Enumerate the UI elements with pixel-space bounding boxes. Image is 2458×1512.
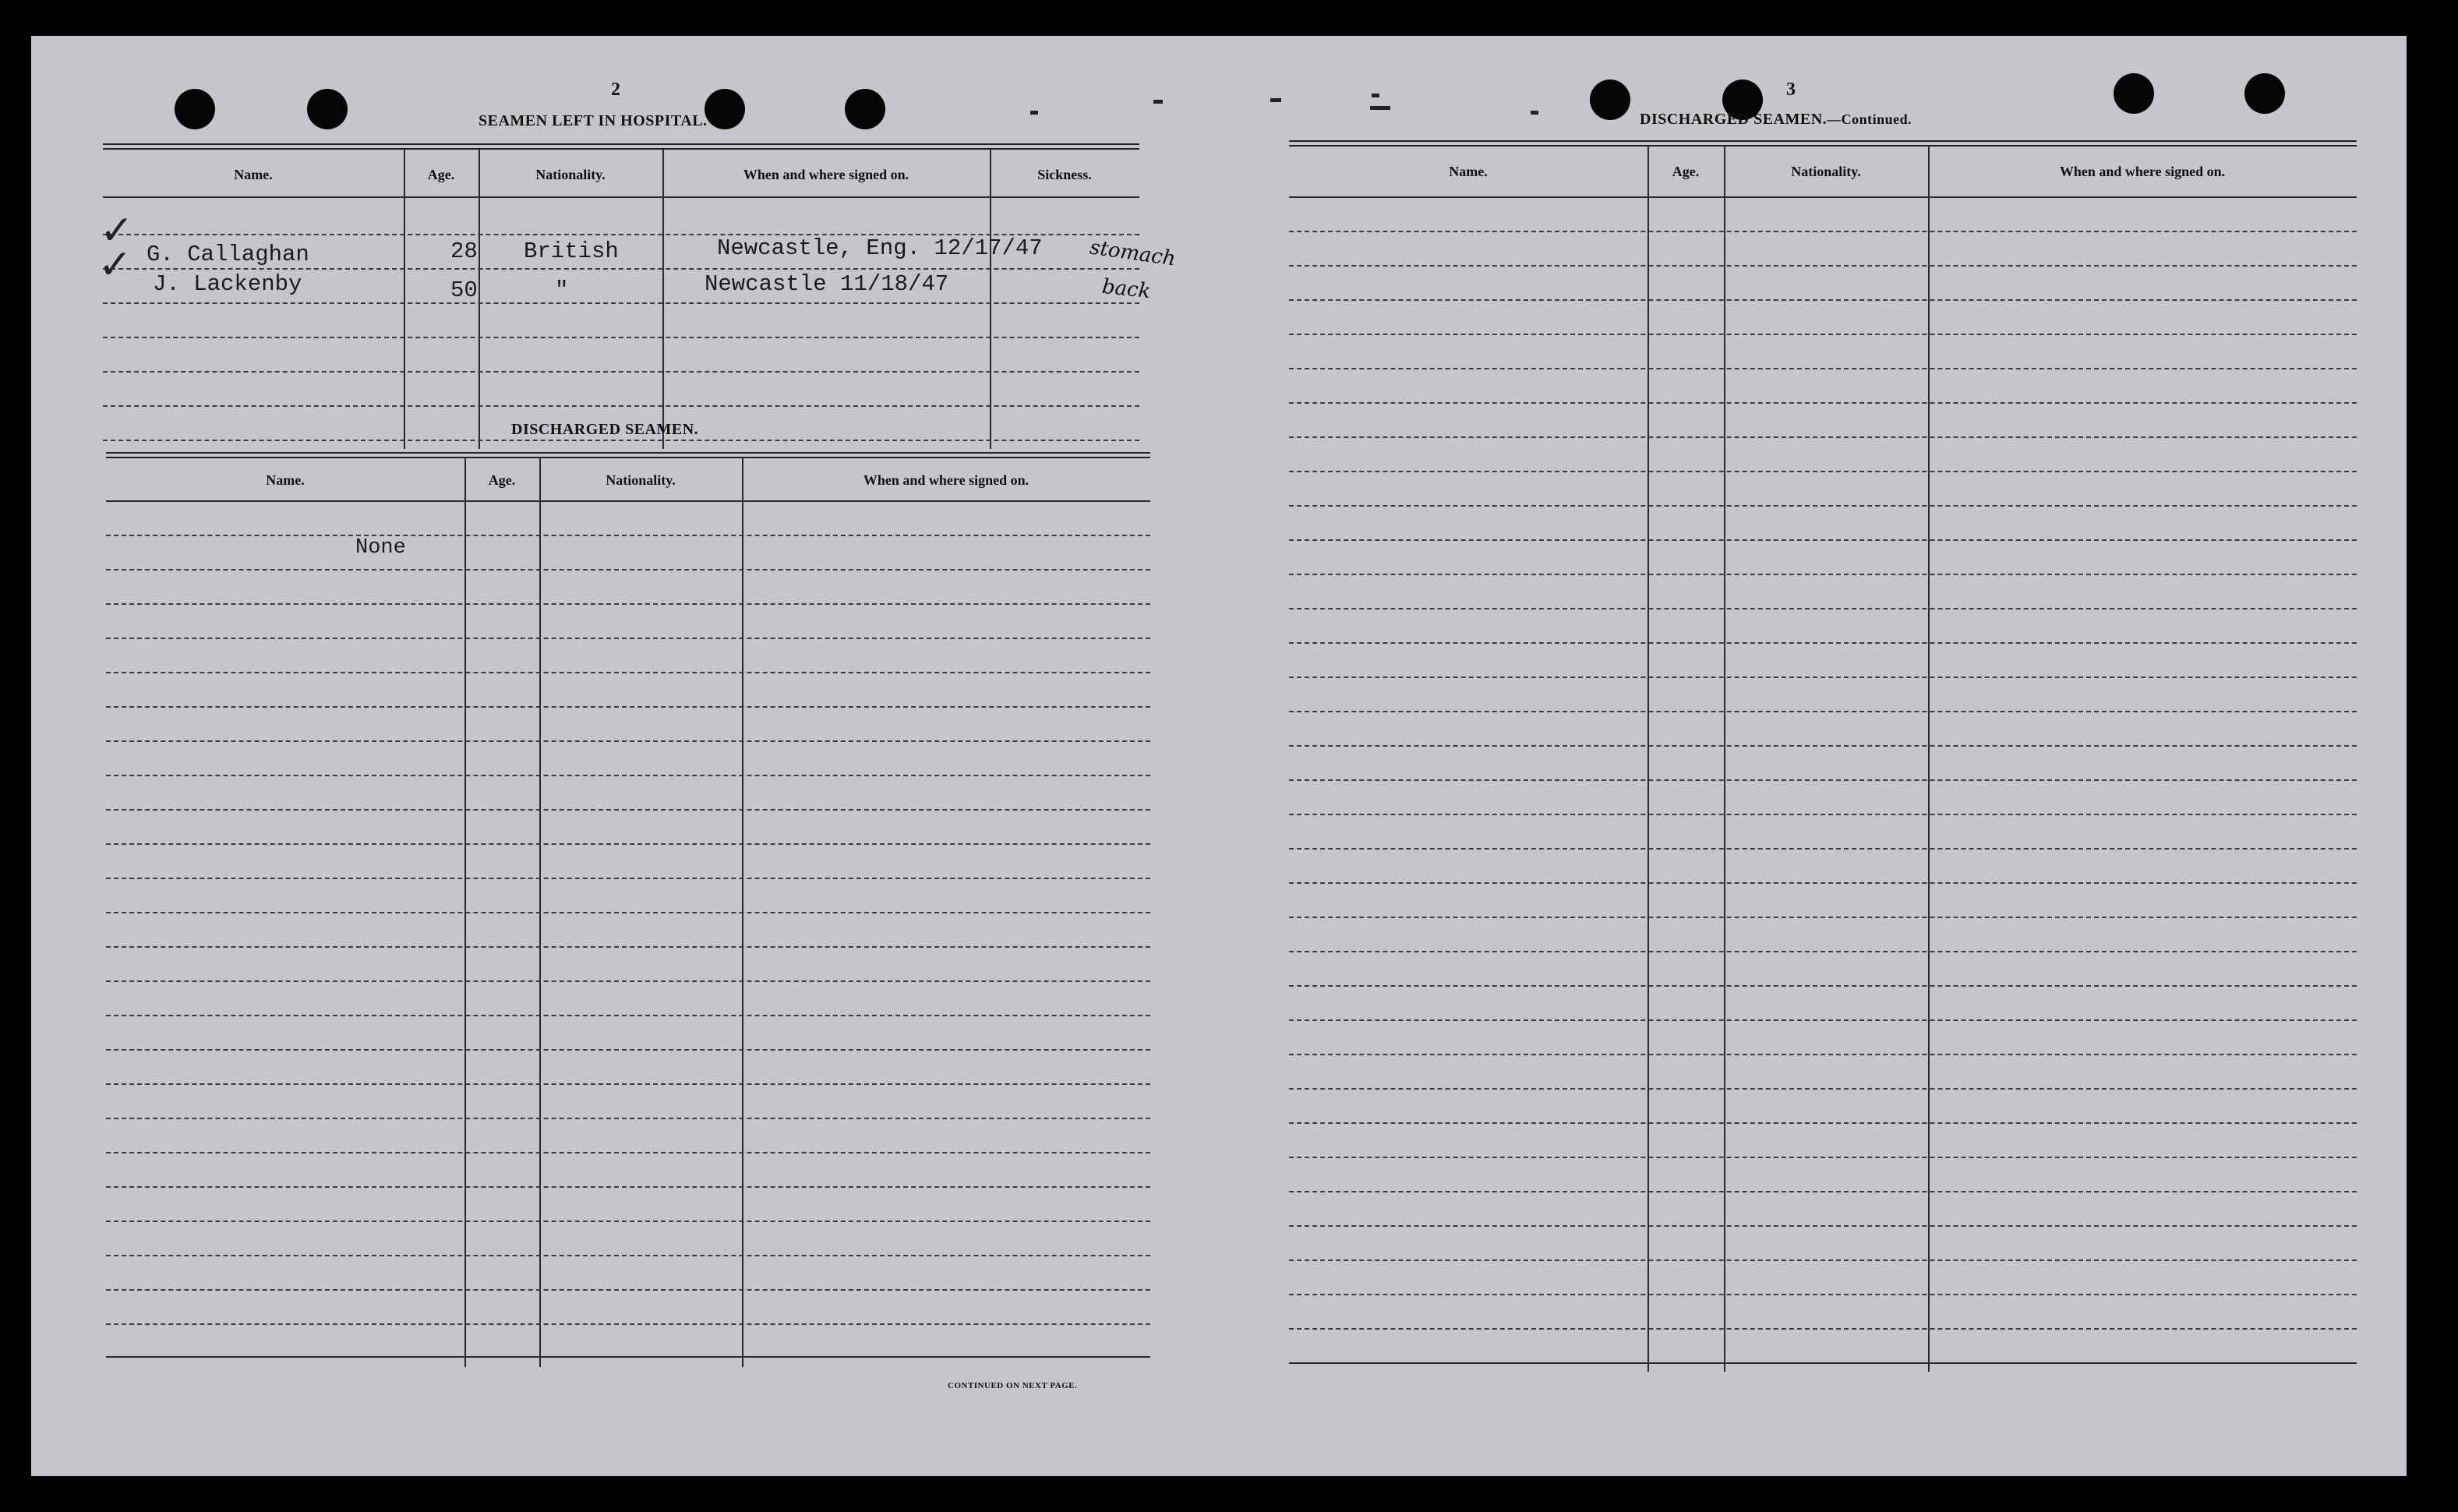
punch-hole (2244, 73, 2285, 114)
row2-sickness: back (1100, 274, 1152, 304)
row2-name: J. Lackenby (153, 271, 302, 297)
right-page-number: 3 (1786, 79, 1796, 100)
discharged-section-title: DISCHARGED SEAMEN. (511, 421, 699, 438)
col-header-nationality: Nationality. (606, 472, 676, 488)
punch-hole (2114, 73, 2154, 114)
punch-hole (845, 89, 885, 129)
row1-signed-on: Newcastle, Eng. 12/17/47 (717, 235, 1043, 261)
col-header-name: Name. (1449, 164, 1488, 179)
discharged-table-right (1289, 140, 2357, 1372)
checkmark-icon: ✓ (100, 207, 134, 254)
col-header-name: Name. (234, 167, 273, 182)
col-header-signed-on: When and where signed on. (2059, 164, 2226, 179)
right-title-main: DISCHARGED SEAMEN. (1640, 111, 1828, 128)
row1-name: G. Callaghan (147, 242, 309, 267)
manifest-sheet (31, 36, 2407, 1476)
col-header-age: Age. (1672, 164, 1700, 179)
discharged-none-entry: None (355, 536, 406, 560)
punch-hole (175, 89, 215, 129)
col-header-nationality: Nationality. (1791, 164, 1861, 179)
right-section-title (1640, 111, 1912, 129)
col-header-nationality: Nationality. (535, 167, 606, 182)
col-header-sickness: Sickness. (1037, 167, 1092, 182)
ink-speck (1531, 111, 1538, 115)
row2-nationality: " (555, 277, 569, 303)
punch-hole (307, 89, 348, 129)
checkmark-icon: ✓ (98, 242, 132, 288)
row2-signed-on: Newcastle 11/18/47 (705, 271, 949, 297)
left-page-number: 2 (611, 79, 620, 100)
row2-age: 50 (450, 277, 478, 303)
discharged-table-left (106, 452, 1150, 1367)
row1-age: 28 (450, 238, 478, 264)
right-title-suffix: —Continued. (1827, 111, 1912, 127)
col-header-signed-on: When and where signed on. (863, 472, 1029, 488)
continued-footer: CONTINUED ON NEXT PAGE. (948, 1381, 1078, 1390)
punch-hole (1590, 79, 1630, 120)
row1-sickness: stomach (1088, 235, 1178, 271)
hospital-table (98, 143, 1178, 449)
col-header-signed-on: When and where signed on. (743, 167, 909, 182)
col-header-age: Age. (488, 472, 516, 488)
hospital-section-title: SEAMEN LEFT IN HOSPITAL. (479, 112, 708, 129)
punch-hole (705, 89, 745, 129)
ink-speck (1030, 111, 1038, 115)
ink-speck (1372, 94, 1379, 97)
ink-speck (1270, 98, 1281, 102)
col-header-name: Name. (266, 472, 305, 488)
col-header-age: Age. (427, 167, 455, 182)
ink-speck (1370, 106, 1390, 110)
row1-nationality: British (524, 238, 619, 264)
ink-speck (1153, 100, 1163, 104)
